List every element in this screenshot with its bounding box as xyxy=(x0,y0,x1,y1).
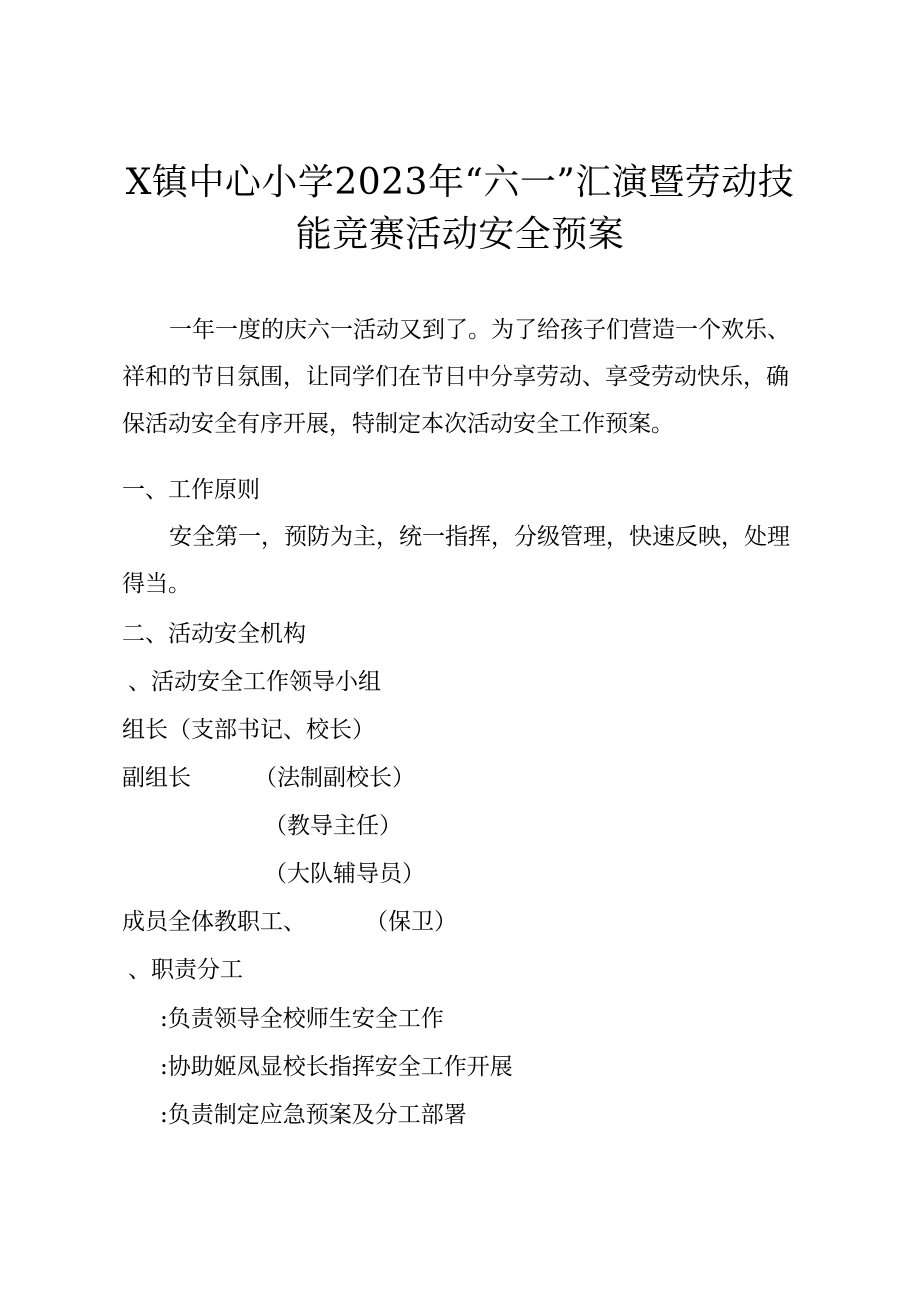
subsection-heading-responsibilities: 、职责分工 xyxy=(128,957,243,983)
deputy-leader-legal-vice-principal: （法制副校长） xyxy=(254,765,415,791)
document-title-line-2: 能竞赛活动安全预案 xyxy=(295,214,625,255)
principles-body-line-1: 安全第一，预防为主，统一指挥，分级管理，快速反映，处理 xyxy=(169,524,790,550)
document-title-line-1: X镇中心小学2023年“六一”汇演暨劳动技 xyxy=(125,162,795,203)
group-leader-line: 组长（支部书记、校长） xyxy=(122,717,375,743)
members-label: 成员全体教职工、 xyxy=(122,909,306,935)
intro-paragraph-line-2: 祥和的节日氛围，让同学们在节日中分享劳动、享受劳动快乐，确 xyxy=(122,364,789,390)
intro-paragraph-line-1: 一年一度的庆六一活动又到了。为了给孩子们营造一个欢乐、 xyxy=(169,317,790,343)
duty-item-2: :协助姬凤显校长指挥安全工作开展 xyxy=(160,1054,513,1080)
duty-item-3: :负责制定应急预案及分工部署 xyxy=(160,1102,467,1128)
deputy-leader-brigade-counselor: （大队辅导员） xyxy=(264,861,425,887)
deputy-leader-label: 副组长 xyxy=(122,765,191,791)
section-heading-safety-organization: 二、活动安全机构 xyxy=(122,621,306,647)
principles-body-line-2: 得当。 xyxy=(122,571,191,597)
members-security: （保卫） xyxy=(365,909,457,935)
intro-paragraph-line-3: 保活动安全有序开展，特制定本次活动安全工作预案。 xyxy=(122,411,674,437)
duty-item-1: :负责领导全校师生安全工作 xyxy=(160,1006,444,1032)
section-heading-work-principles: 一、工作原则 xyxy=(122,477,260,503)
deputy-leader-academic-director: （教导主任） xyxy=(264,813,402,839)
subsection-heading-leadership-group: 、活动安全工作领导小组 xyxy=(128,669,381,695)
